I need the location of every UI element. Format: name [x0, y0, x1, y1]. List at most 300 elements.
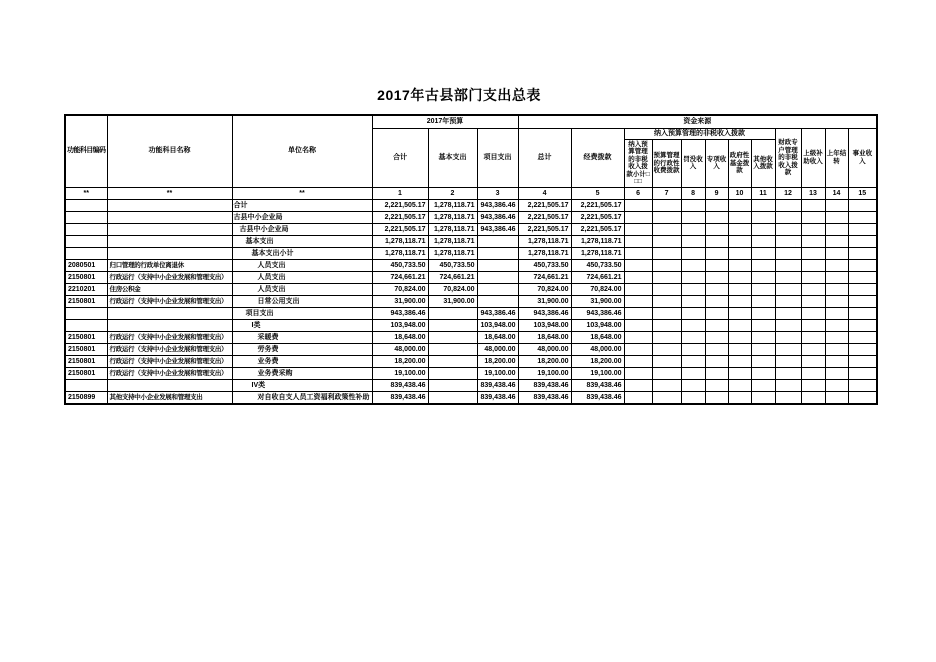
cell-amount: [848, 367, 877, 379]
cell-amount: [681, 223, 705, 235]
cell-amount: [751, 223, 775, 235]
cell-unit-name: 对自收自支人员工资福利政策性补助: [232, 391, 372, 404]
cell-function-name: 行政运行（支持中小企业发展和管理支出）: [107, 367, 232, 379]
column-number: 5: [571, 187, 624, 199]
cell-amount: [751, 259, 775, 271]
cell-amount: [728, 223, 751, 235]
cell-amount: 450,733.50: [428, 259, 477, 271]
cell-function-code: [65, 199, 107, 211]
cell-amount: [825, 379, 848, 391]
cell-amount: [624, 235, 652, 247]
cell-amount: [728, 247, 751, 259]
cell-function-code: [65, 235, 107, 247]
table-row: [65, 223, 877, 235]
cell-amount: 18,648.00: [372, 331, 428, 343]
cell-amount: [705, 235, 728, 247]
cell-amount: 839,438.46: [571, 391, 624, 404]
cell-function-name: [107, 247, 232, 259]
cell-amount: [624, 331, 652, 343]
cell-function-code: 2080501: [65, 259, 107, 271]
cell-amount: 2,221,505.17: [571, 199, 624, 211]
cell-amount: [624, 367, 652, 379]
cell-amount: 1,278,118.71: [428, 235, 477, 247]
cell-amount: 2,221,505.17: [518, 211, 571, 223]
cell-amount: [848, 355, 877, 367]
cell-amount: [801, 259, 825, 271]
cell-amount: 839,438.46: [372, 379, 428, 391]
table-row: [65, 331, 877, 343]
cell-amount: [681, 307, 705, 319]
cell-amount: 1,278,118.71: [518, 235, 571, 247]
cell-amount: 450,733.50: [372, 259, 428, 271]
cell-amount: [428, 355, 477, 367]
cell-amount: 943,386.46: [571, 307, 624, 319]
cell-amount: 2,221,505.17: [571, 223, 624, 235]
cell-function-name: 住房公积金: [107, 283, 232, 295]
cell-amount: 18,200.00: [571, 355, 624, 367]
column-number: 8: [681, 187, 705, 199]
cell-amount: 943,386.46: [477, 199, 518, 211]
cell-amount: [825, 331, 848, 343]
cell-amount: [801, 271, 825, 283]
cell-amount: 943,386.46: [477, 211, 518, 223]
cell-amount: [825, 259, 848, 271]
cell-amount: [705, 223, 728, 235]
cell-amount: [681, 247, 705, 259]
cell-amount: [848, 235, 877, 247]
cell-amount: [705, 391, 728, 404]
cell-amount: 1,278,118.71: [518, 247, 571, 259]
cell-amount: 31,900.00: [372, 295, 428, 307]
cell-amount: [681, 331, 705, 343]
cell-amount: 31,900.00: [428, 295, 477, 307]
cell-amount: [428, 343, 477, 355]
header-other-income-appropriation: 其他收入拨款: [751, 140, 775, 188]
cell-amount: [681, 343, 705, 355]
cell-amount: [477, 271, 518, 283]
cell-amount: [825, 271, 848, 283]
column-number: 12: [775, 187, 801, 199]
cell-function-code: 2150899: [65, 391, 107, 404]
cell-amount: [775, 211, 801, 223]
cell-amount: [848, 391, 877, 404]
cell-amount: 1,278,118.71: [372, 247, 428, 259]
header-business-income: 事业收入: [848, 129, 877, 188]
cell-amount: [652, 391, 681, 404]
header-admin-fee-appropriation: 预算管理的行政性收费拨款: [652, 140, 681, 188]
cell-amount: [751, 319, 775, 331]
cell-amount: [652, 295, 681, 307]
cell-amount: [825, 355, 848, 367]
cell-function-name: 行政运行（支持中小企业发展和管理支出）: [107, 331, 232, 343]
cell-unit-name: IV类: [232, 379, 372, 391]
cell-amount: 19,100.00: [518, 367, 571, 379]
cell-amount: [681, 271, 705, 283]
cell-amount: [775, 283, 801, 295]
cell-amount: [652, 271, 681, 283]
column-number: 9: [705, 187, 728, 199]
cell-amount: 2,221,505.17: [372, 199, 428, 211]
table-header: [65, 115, 877, 187]
cell-amount: [728, 235, 751, 247]
cell-amount: 70,824.00: [518, 283, 571, 295]
cell-amount: [801, 391, 825, 404]
cell-amount: [705, 211, 728, 223]
cell-amount: [652, 211, 681, 223]
cell-function-name: [107, 235, 232, 247]
cell-amount: [705, 379, 728, 391]
cell-unit-name: 人员支出: [232, 259, 372, 271]
cell-function-name: [107, 319, 232, 331]
cell-amount: 18,648.00: [477, 331, 518, 343]
cell-amount: [705, 343, 728, 355]
cell-unit-name: 采暖费: [232, 331, 372, 343]
cell-amount: [751, 199, 775, 211]
cell-amount: [652, 379, 681, 391]
cell-amount: [848, 379, 877, 391]
cell-amount: [681, 379, 705, 391]
cell-function-code: [65, 223, 107, 235]
cell-amount: [751, 307, 775, 319]
table-row: [65, 235, 877, 247]
column-marker: **: [232, 187, 372, 199]
cell-function-name: 行政运行（支持中小企业发展和管理支出）: [107, 343, 232, 355]
cell-amount: [825, 391, 848, 404]
table-row: [65, 319, 877, 331]
cell-amount: 2,221,505.17: [518, 199, 571, 211]
cell-unit-name: 合计: [232, 199, 372, 211]
cell-amount: [681, 391, 705, 404]
cell-amount: [775, 343, 801, 355]
column-number: 14: [825, 187, 848, 199]
cell-unit-name: 古县中小企业局: [232, 223, 372, 235]
cell-amount: [751, 247, 775, 259]
cell-amount: 18,648.00: [518, 331, 571, 343]
cell-amount: [705, 295, 728, 307]
cell-amount: [848, 319, 877, 331]
column-number: 7: [652, 187, 681, 199]
cell-amount: [681, 319, 705, 331]
cell-amount: [825, 307, 848, 319]
cell-amount: [652, 235, 681, 247]
cell-unit-name: 日常公用支出: [232, 295, 372, 307]
cell-amount: [848, 199, 877, 211]
cell-amount: [652, 223, 681, 235]
cell-amount: [705, 271, 728, 283]
cell-amount: [775, 223, 801, 235]
cell-amount: 724,661.21: [518, 271, 571, 283]
cell-amount: 31,900.00: [518, 295, 571, 307]
table-row: [65, 379, 877, 391]
table-row: [65, 295, 877, 307]
column-number: 2: [428, 187, 477, 199]
cell-amount: [801, 211, 825, 223]
cell-amount: 103,948.00: [477, 319, 518, 331]
cell-amount: 18,648.00: [571, 331, 624, 343]
cell-amount: [624, 391, 652, 404]
cell-amount: [681, 199, 705, 211]
header-total: 合计: [372, 129, 428, 188]
cell-amount: [825, 235, 848, 247]
cell-amount: [428, 391, 477, 404]
cell-function-name: [107, 307, 232, 319]
cell-amount: [477, 295, 518, 307]
cell-unit-name: 业务费: [232, 355, 372, 367]
cell-amount: [681, 367, 705, 379]
cell-amount: 48,000.00: [571, 343, 624, 355]
table-row: [65, 247, 877, 259]
cell-amount: [775, 295, 801, 307]
cell-amount: [775, 379, 801, 391]
table-row: [65, 283, 877, 295]
cell-amount: [825, 367, 848, 379]
cell-amount: [652, 307, 681, 319]
cell-amount: [705, 247, 728, 259]
cell-amount: [825, 211, 848, 223]
cell-function-code: [65, 247, 107, 259]
cell-amount: [652, 319, 681, 331]
cell-amount: [705, 307, 728, 319]
cell-function-name: 行政运行（支持中小企业发展和管理支出）: [107, 271, 232, 283]
cell-amount: [652, 355, 681, 367]
cell-amount: 19,100.00: [372, 367, 428, 379]
cell-amount: [652, 283, 681, 295]
cell-amount: [848, 211, 877, 223]
cell-amount: [801, 331, 825, 343]
cell-function-name: [107, 379, 232, 391]
cell-amount: [728, 367, 751, 379]
header-superior-subsidy-income: 上级补助收入: [801, 129, 825, 188]
cell-amount: [624, 247, 652, 259]
cell-amount: [825, 223, 848, 235]
cell-amount: [801, 223, 825, 235]
cell-function-name: [107, 211, 232, 223]
cell-amount: [652, 367, 681, 379]
table-row: [65, 355, 877, 367]
cell-function-code: 2150801: [65, 367, 107, 379]
cell-amount: 103,948.00: [571, 319, 624, 331]
cell-amount: [624, 211, 652, 223]
cell-amount: [751, 355, 775, 367]
cell-amount: 2,221,505.17: [372, 211, 428, 223]
cell-amount: [624, 223, 652, 235]
cell-amount: [801, 367, 825, 379]
cell-amount: [751, 367, 775, 379]
cell-amount: [705, 259, 728, 271]
cell-amount: [848, 295, 877, 307]
cell-amount: [624, 283, 652, 295]
cell-amount: 31,900.00: [571, 295, 624, 307]
cell-amount: [825, 199, 848, 211]
cell-amount: [728, 379, 751, 391]
cell-amount: [751, 331, 775, 343]
cell-amount: [624, 355, 652, 367]
cell-function-code: 2150801: [65, 331, 107, 343]
cell-amount: [728, 259, 751, 271]
cell-function-name: 行政运行（支持中小企业发展和管理支出）: [107, 295, 232, 307]
cell-amount: 839,438.46: [372, 391, 428, 404]
cell-amount: [728, 283, 751, 295]
cell-amount: [801, 355, 825, 367]
cell-amount: [775, 367, 801, 379]
cell-function-name: [107, 223, 232, 235]
cell-unit-name: 项目支出: [232, 307, 372, 319]
cell-unit-name: 基本支出: [232, 235, 372, 247]
cell-amount: 724,661.21: [372, 271, 428, 283]
cell-amount: [801, 247, 825, 259]
cell-amount: [751, 295, 775, 307]
cell-amount: 48,000.00: [372, 343, 428, 355]
cell-amount: [705, 355, 728, 367]
cell-amount: [848, 331, 877, 343]
cell-amount: [624, 343, 652, 355]
cell-amount: [751, 211, 775, 223]
cell-amount: [681, 259, 705, 271]
column-marker: **: [65, 187, 107, 199]
table-row: [65, 211, 877, 223]
header-grand-total: 总计: [518, 129, 571, 188]
cell-amount: [825, 343, 848, 355]
cell-amount: 724,661.21: [428, 271, 477, 283]
header-function-code: 功能科目编码: [65, 115, 107, 187]
cell-unit-name: 人员支出: [232, 283, 372, 295]
cell-amount: [848, 307, 877, 319]
column-number: 3: [477, 187, 518, 199]
cell-function-code: [65, 211, 107, 223]
cell-function-name: [107, 199, 232, 211]
cell-amount: [477, 235, 518, 247]
cell-function-code: [65, 307, 107, 319]
cell-amount: [825, 247, 848, 259]
cell-amount: [428, 307, 477, 319]
cell-amount: [751, 379, 775, 391]
cell-amount: [751, 271, 775, 283]
cell-amount: 450,733.50: [571, 259, 624, 271]
table-row: [65, 199, 877, 211]
cell-amount: 18,200.00: [518, 355, 571, 367]
cell-amount: 2,221,505.17: [518, 223, 571, 235]
cell-amount: 724,661.21: [571, 271, 624, 283]
header-prev-year-carryover: 上年结转: [825, 129, 848, 188]
cell-amount: [728, 307, 751, 319]
cell-amount: [775, 391, 801, 404]
cell-amount: 18,200.00: [477, 355, 518, 367]
cell-unit-name: 古县中小企业局: [232, 211, 372, 223]
column-number: 4: [518, 187, 571, 199]
cell-amount: [848, 259, 877, 271]
cell-amount: 2,221,505.17: [571, 211, 624, 223]
cell-amount: [477, 283, 518, 295]
cell-function-code: 2150801: [65, 271, 107, 283]
cell-amount: [652, 343, 681, 355]
column-number: 10: [728, 187, 751, 199]
cell-amount: 18,200.00: [372, 355, 428, 367]
column-marker-row: [65, 187, 877, 199]
cell-amount: [728, 271, 751, 283]
cell-amount: [652, 259, 681, 271]
cell-unit-name: 业务费采购: [232, 367, 372, 379]
cell-amount: [705, 319, 728, 331]
cell-amount: 1,278,118.71: [428, 199, 477, 211]
cell-amount: 943,386.46: [372, 307, 428, 319]
cell-amount: [775, 307, 801, 319]
cell-unit-name: 人员支出: [232, 271, 372, 283]
cell-amount: [751, 283, 775, 295]
cell-amount: [652, 331, 681, 343]
cell-unit-name: 劳务费: [232, 343, 372, 355]
table-row: [65, 259, 877, 271]
cell-function-code: 2150801: [65, 295, 107, 307]
column-number: 6: [624, 187, 652, 199]
cell-amount: [681, 355, 705, 367]
column-number: 1: [372, 187, 428, 199]
cell-amount: 103,948.00: [372, 319, 428, 331]
cell-amount: [775, 319, 801, 331]
cell-function-code: 2150801: [65, 355, 107, 367]
cell-amount: [624, 379, 652, 391]
cell-amount: [728, 199, 751, 211]
cell-amount: [801, 235, 825, 247]
cell-amount: 1,278,118.71: [372, 235, 428, 247]
cell-amount: [652, 199, 681, 211]
cell-amount: [681, 283, 705, 295]
cell-amount: 1,278,118.71: [571, 247, 624, 259]
header-fines-income: 罚没收入: [681, 140, 705, 188]
column-marker: **: [107, 187, 232, 199]
cell-amount: [728, 391, 751, 404]
header-group-funding-source: 资金来源: [518, 115, 877, 129]
header-unit-name: 单位名称: [232, 115, 372, 187]
cell-amount: [775, 259, 801, 271]
cell-amount: [728, 319, 751, 331]
cell-amount: [728, 343, 751, 355]
column-number: 15: [848, 187, 877, 199]
cell-amount: [428, 331, 477, 343]
cell-amount: 450,733.50: [518, 259, 571, 271]
header-function-name: 功能科目名称: [107, 115, 232, 187]
header-group-nontax-income: 纳入预算管理的非税收入拨款: [624, 129, 775, 140]
cell-amount: [705, 331, 728, 343]
cell-unit-name: 基本支出小计: [232, 247, 372, 259]
cell-amount: [728, 295, 751, 307]
cell-amount: 70,824.00: [428, 283, 477, 295]
cell-amount: [825, 295, 848, 307]
expenditure-summary-table: [64, 114, 878, 405]
cell-amount: [825, 283, 848, 295]
cell-amount: [705, 199, 728, 211]
cell-amount: 70,824.00: [571, 283, 624, 295]
cell-amount: [728, 211, 751, 223]
cell-function-name: 行政运行（支持中小企业发展和管理支出）: [107, 355, 232, 367]
cell-amount: 70,824.00: [372, 283, 428, 295]
cell-amount: 2,221,505.17: [372, 223, 428, 235]
header-group-budget-2017: 2017年预算: [372, 115, 518, 129]
cell-amount: [477, 259, 518, 271]
cell-unit-name: I类: [232, 319, 372, 331]
cell-amount: 839,438.46: [477, 379, 518, 391]
cell-amount: [681, 295, 705, 307]
table-row: [65, 271, 877, 283]
cell-amount: 19,100.00: [571, 367, 624, 379]
cell-amount: [624, 307, 652, 319]
cell-amount: [775, 271, 801, 283]
header-gov-fund-appropriation: 政府性基金拨款: [728, 140, 751, 188]
cell-amount: 1,278,118.71: [428, 247, 477, 259]
cell-function-code: [65, 379, 107, 391]
cell-amount: [848, 271, 877, 283]
cell-amount: 839,438.46: [571, 379, 624, 391]
cell-amount: 48,000.00: [518, 343, 571, 355]
